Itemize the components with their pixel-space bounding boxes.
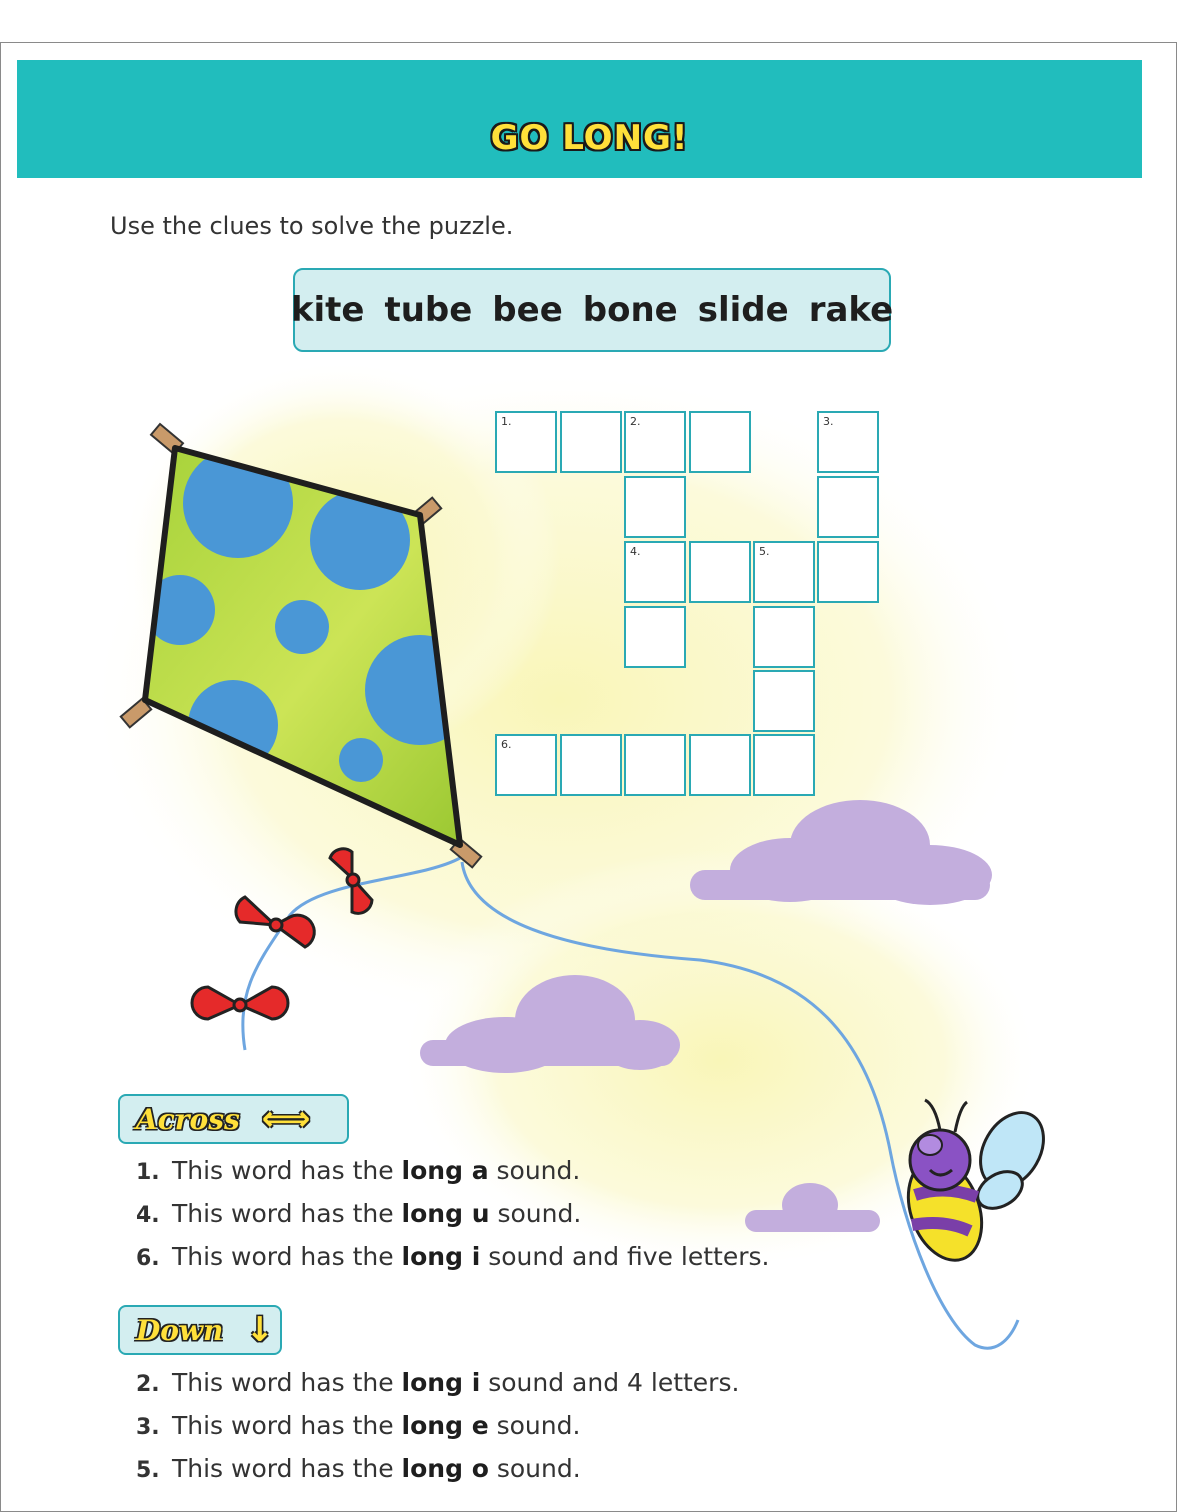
left-right-arrow-icon: ⟺ — [261, 1099, 311, 1139]
clue-number: 5. — [759, 545, 770, 558]
down-heading — [118, 1305, 282, 1355]
clue-number: 2. — [630, 415, 641, 428]
down-clue: 3. This word has the long e sound. — [136, 1411, 581, 1440]
word-bank — [290, 268, 894, 352]
word-bank-item: rake — [808, 290, 894, 330]
crossword-cell[interactable] — [495, 734, 557, 796]
down-arrow-icon: ↓ — [245, 1310, 274, 1350]
across-label: Across — [136, 1102, 240, 1136]
crossword-cell[interactable] — [495, 411, 557, 473]
down-clue: 2. This word has the long i sound and 4 letters. — [136, 1368, 740, 1397]
clue-number: 4. — [630, 545, 641, 558]
crossword-cell[interactable] — [624, 606, 686, 668]
crossword-cell[interactable] — [817, 541, 879, 603]
crossword-cell[interactable] — [817, 476, 879, 538]
word-bank-item: slide — [697, 290, 789, 330]
clue-number: 3. — [823, 415, 834, 428]
clue-number: 1. — [501, 415, 512, 428]
word-bank-item: tube — [384, 290, 473, 330]
clue-number: 6. — [501, 738, 512, 751]
crossword-cell[interactable] — [753, 734, 815, 796]
crossword-cell[interactable] — [689, 411, 751, 473]
across-clue: 6. This word has the long i sound and five letters. — [136, 1242, 770, 1271]
crossword-cell[interactable] — [624, 541, 686, 603]
crossword-cell[interactable] — [560, 411, 622, 473]
crossword-cell[interactable] — [753, 670, 815, 732]
crossword-cell[interactable] — [560, 734, 622, 796]
crossword-cell[interactable] — [624, 476, 686, 538]
down-label: Down — [136, 1313, 224, 1347]
instructions: Use the clues to solve the puzzle. — [110, 212, 514, 240]
word-bank-item: bone — [582, 290, 678, 330]
across-heading — [118, 1094, 349, 1144]
crossword-cell[interactable] — [624, 411, 686, 473]
page-title: GO LONG! — [490, 118, 689, 158]
bow-icon — [192, 987, 288, 1019]
word-bank-item: kite — [290, 290, 365, 330]
word-bank-item: bee — [492, 290, 563, 330]
crossword-cell[interactable] — [817, 411, 879, 473]
down-clue: 5. This word has the long o sound. — [136, 1454, 581, 1483]
across-clue: 4. This word has the long u sound. — [136, 1199, 582, 1228]
crossword-cell[interactable] — [689, 734, 751, 796]
crossword-cell[interactable] — [624, 734, 686, 796]
crossword-cell[interactable] — [753, 606, 815, 668]
across-clue: 1. This word has the long a sound. — [136, 1156, 581, 1185]
crossword-cell[interactable] — [689, 541, 751, 603]
crossword-cell[interactable] — [753, 541, 815, 603]
